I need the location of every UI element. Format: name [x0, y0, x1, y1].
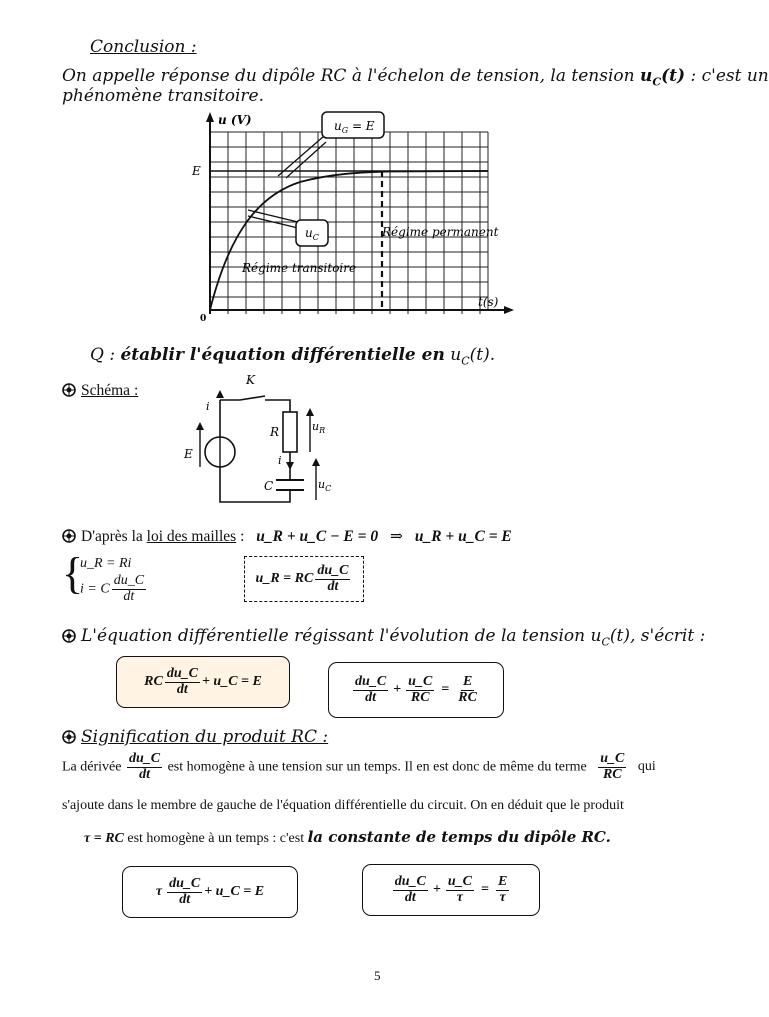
e-level-label: E — [192, 164, 201, 178]
mailles-colon: : — [236, 528, 245, 545]
implies-icon: ⇒ — [389, 528, 403, 545]
equation-box-normalized: $\frac{du\_C}{dt}$ + $\frac{u\_C}{RC}$ = $\frac{E}{RC}$ — [328, 662, 504, 718]
resistor-icon — [283, 412, 297, 452]
capacitor-label: C — [264, 479, 274, 493]
question-uc: $u_C(t)$. — [450, 345, 496, 368]
system-line1: u_R = Ri — [80, 556, 132, 571]
question-line — [90, 345, 495, 367]
conclusion-line1-end: : c'est un — [685, 66, 769, 86]
mailles-law: loi des mailles — [146, 528, 237, 545]
mailles-prefix: D'après la — [81, 528, 147, 545]
y-axis-label: u (V) — [218, 113, 252, 127]
equation-box-tau-normalized: $\frac{du\_C}{dt}$ + $\frac{u\_C}{\tau}$ = $\frac{E}{\tau}$ — [362, 864, 540, 916]
mailles-eq1: u_R + u_C − E = 0 — [256, 528, 379, 545]
uc-leader-1 — [248, 210, 298, 222]
circuit-wire-top-right — [265, 400, 290, 412]
flower-bullet-icon — [62, 730, 76, 744]
response-graph — [190, 110, 520, 326]
regime-transitoire-label: Régime transitoire — [242, 261, 357, 275]
ug-callout-text: $u_G = E$ — [334, 119, 375, 135]
ug-leader-1 — [278, 136, 324, 176]
signification-p1: La dérivée $\frac{du\_C}{dt}$ est homogène à une tension sur un temps. Il en est donc de même du terme $\frac{u\_C}{RC}$ qui — [62, 751, 656, 782]
switch-icon — [240, 396, 265, 400]
question-text: établir l'équation différentielle en — [120, 345, 445, 365]
regime-permanent-label: Régime permanent — [382, 225, 499, 239]
signification-p2: s'ajoute dans le membre de gauche de l'équation différentielle du circuit. On en déduit que le produit — [62, 798, 624, 813]
resistor-label: R — [270, 425, 280, 439]
signification-p3: τ = RC est homogène à un temps : c'est la constante de temps du dipôle RC. — [84, 828, 611, 846]
flower-bullet-icon — [62, 529, 76, 543]
system-line2: i = C $\frac{du\_C}{dt}$ — [80, 573, 145, 604]
current-arrow-icon — [216, 390, 224, 398]
switch-label: K — [246, 373, 255, 387]
brace-icon: { — [62, 549, 84, 598]
schema-heading — [62, 382, 138, 400]
signification-heading: Signification du produit RC : — [62, 727, 328, 747]
current-arrow-2-icon — [286, 462, 294, 470]
ur-label: $u_R$ — [312, 420, 326, 435]
source-label: E — [184, 447, 193, 461]
schema-label: Schéma : — [81, 382, 139, 399]
conclusion-uc: $u_C(t)$ — [640, 66, 686, 89]
conclusion-heading: Conclusion : — [90, 37, 197, 57]
question-prefix: Q : — [90, 345, 121, 365]
y-axis-arrow — [206, 112, 214, 122]
current-label: i — [206, 400, 210, 413]
dashed-ur-box: u_R = RC $\frac{du\_C}{dt}$ — [244, 556, 364, 602]
x-axis-label: t(s) — [478, 295, 499, 309]
equation-heading: L'équation différentielle régissant l'évolution de la tension $u_C(t)$, s'écrit : — [62, 626, 705, 648]
uc-label: $u_C$ — [318, 478, 332, 493]
mailles-line — [62, 527, 512, 546]
mailles-eq2: u_R + u_C = E — [414, 528, 512, 545]
conclusion-line2: phénomène transitoire. — [62, 86, 264, 106]
equation-box-rc: RC $\frac{du\_C}{dt}$ + u_C = E — [116, 656, 290, 708]
flower-bullet-icon — [62, 383, 76, 397]
conclusion-line1-text: On appelle réponse du dipôle RC à l'échelon de tension, la tension — [62, 66, 635, 86]
x-axis-arrow — [504, 306, 514, 314]
page-number: 5 — [374, 968, 381, 983]
graph-grid — [210, 132, 488, 314]
equation-box-tau: τ $\frac{du\_C}{dt}$ + u_C = E — [122, 866, 298, 918]
rc-circuit — [170, 372, 350, 522]
flower-bullet-icon — [62, 629, 76, 643]
current-label-2: i — [278, 454, 282, 467]
origin-label: 0 — [200, 314, 207, 324]
uc-callout-text: $u_C$ — [305, 226, 319, 242]
